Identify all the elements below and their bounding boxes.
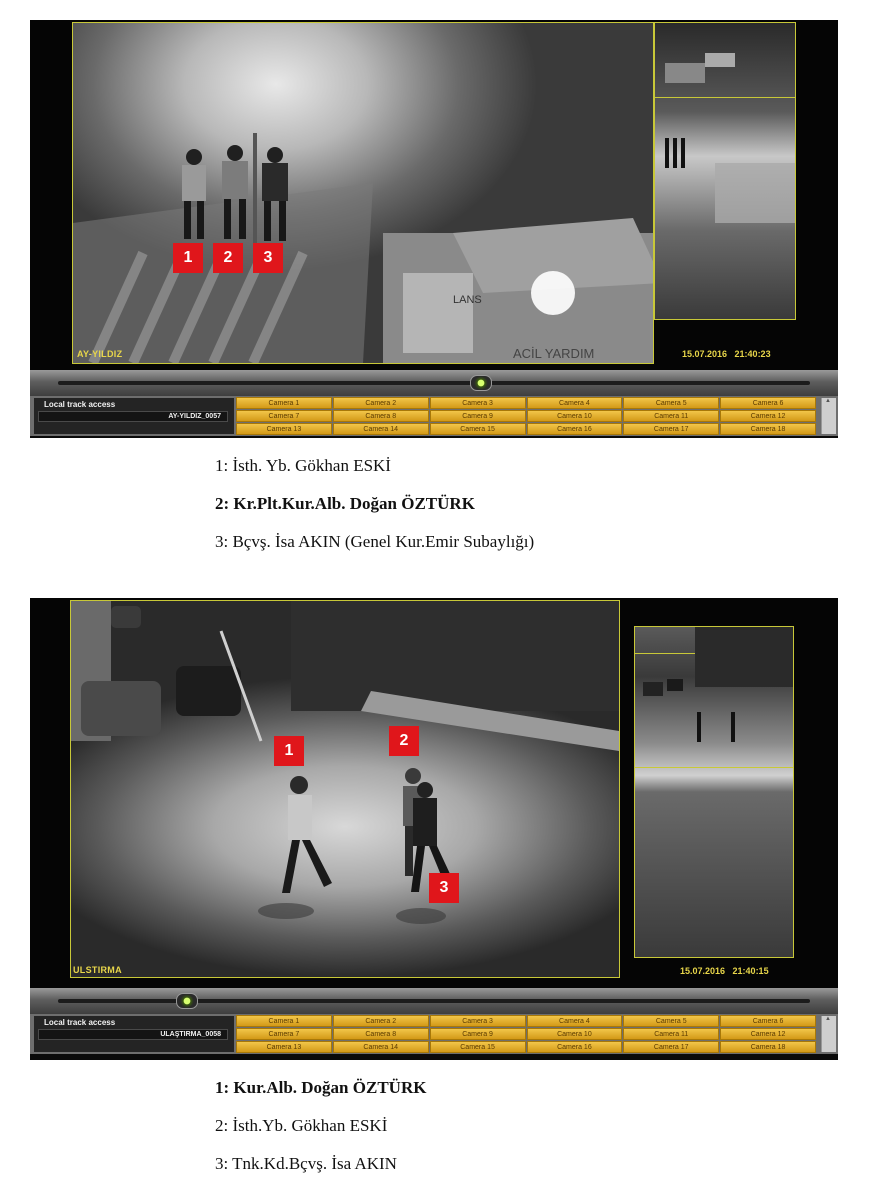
camera-button-6[interactable]: Camera 6	[720, 397, 816, 409]
legend-1	[215, 456, 534, 570]
local-track-access-1	[34, 398, 234, 434]
secondary-camera-feed-2	[634, 626, 794, 958]
camera-button-4[interactable]: Camera 4	[527, 1015, 623, 1027]
timeline-knob[interactable]	[470, 375, 492, 391]
camera-button-4[interactable]: Camera 4	[527, 397, 623, 409]
camera-button-2[interactable]: Camera 2	[333, 1015, 429, 1027]
camera-button-grid-1	[236, 397, 816, 435]
timeline-track	[58, 381, 810, 385]
legend-item-3: 3: Tnk.Kd.Bçvş. İsa AKIN	[215, 1154, 397, 1173]
street-scene-1	[73, 23, 653, 363]
local-track-access-2	[34, 1016, 234, 1052]
camera-button-15[interactable]: Camera 15	[430, 1041, 526, 1053]
camera-button-17[interactable]: Camera 17	[623, 423, 719, 435]
main-camera-feed-1	[72, 22, 654, 364]
camera-button-8[interactable]: Camera 8	[333, 1028, 429, 1040]
camera-button-14[interactable]: Camera 14	[333, 1041, 429, 1053]
camera-button-9[interactable]: Camera 9	[430, 410, 526, 422]
camera-button-16[interactable]: Camera 16	[527, 423, 623, 435]
camera-button-18[interactable]: Camera 18	[720, 423, 816, 435]
camera-button-15[interactable]: Camera 15	[430, 423, 526, 435]
camera-button-17[interactable]: Camera 17	[623, 1041, 719, 1053]
person-marker-2: 2	[213, 243, 243, 273]
camera-button-3[interactable]: Camera 3	[430, 397, 526, 409]
timeline-knob[interactable]	[176, 993, 198, 1009]
camera-button-16[interactable]: Camera 16	[527, 1041, 623, 1053]
legend-2	[215, 1078, 426, 1192]
svg-text:ACİL YARDIM: ACİL YARDIM	[513, 346, 595, 361]
camera-button-12[interactable]: Camera 12	[720, 410, 816, 422]
camera-button-3[interactable]: Camera 3	[430, 1015, 526, 1027]
camera-button-6[interactable]: Camera 6	[720, 1015, 816, 1027]
camera-button-18[interactable]: Camera 18	[720, 1041, 816, 1053]
scrollbar[interactable]	[821, 398, 836, 434]
control-bar-2	[30, 1014, 838, 1054]
legend-item-1: 1: Kur.Alb. Doğan ÖZTÜRK	[215, 1078, 427, 1097]
camera-button-11[interactable]: Camera 11	[623, 1028, 719, 1040]
camera-name-label: AY-YILDIZ	[77, 349, 123, 359]
secondary-camera-feed-1	[654, 22, 796, 320]
camera-button-13[interactable]: Camera 13	[236, 423, 332, 435]
camera-button-12[interactable]: Camera 12	[720, 1028, 816, 1040]
camera-button-9[interactable]: Camera 9	[430, 1028, 526, 1040]
camera-button-5[interactable]: Camera 5	[623, 397, 719, 409]
timeline-slider-2[interactable]	[30, 988, 838, 1014]
person-1	[274, 773, 334, 898]
camera-button-1[interactable]: Camera 1	[236, 397, 332, 409]
timestamp: 15.07.2016 21:40:15	[680, 966, 769, 976]
cctv-panel-1	[30, 20, 838, 438]
camera-button-1[interactable]: Camera 1	[236, 1015, 332, 1027]
legend-item-2: 2: İsth.Yb. Gökhan ESKİ	[215, 1116, 388, 1135]
person-2	[214, 143, 256, 243]
timeline-slider-1[interactable]	[30, 370, 838, 396]
person-marker-2: 2	[389, 726, 419, 756]
camera-button-10[interactable]: Camera 10	[527, 410, 623, 422]
pip-scene-1	[655, 23, 795, 319]
scrollbar[interactable]	[821, 1016, 836, 1052]
camera-button-14[interactable]: Camera 14	[333, 423, 429, 435]
camera-button-5[interactable]: Camera 5	[623, 1015, 719, 1027]
control-bar-1	[30, 396, 838, 436]
camera-view-2	[30, 598, 838, 988]
camera-button-10[interactable]: Camera 10	[527, 1028, 623, 1040]
camera-button-11[interactable]: Camera 11	[623, 410, 719, 422]
person-marker-1: 1	[173, 243, 203, 273]
legend-item-3: 3: Bçvş. İsa AKIN (Genel Kur.Emir Subaylığı)	[215, 532, 535, 551]
camera-button-8[interactable]: Camera 8	[333, 410, 429, 422]
street-scene-2	[71, 601, 619, 977]
camera-button-2[interactable]: Camera 2	[333, 397, 429, 409]
person-1	[174, 147, 214, 242]
legend-item-2: 2: Kr.Plt.Kur.Alb. Doğan ÖZTÜRK	[215, 494, 475, 513]
timestamp: 15.07.2016 21:40:23	[682, 349, 771, 359]
camera-button-7[interactable]: Camera 7	[236, 1028, 332, 1040]
track-name-field[interactable]: AY-YILDIZ_0057	[38, 411, 228, 422]
local-track-access-title: Local track access	[44, 400, 116, 409]
cctv-panel-2	[30, 598, 838, 1060]
legend-item-1: 1: İsth. Yb. Gökhan ESKİ	[215, 456, 391, 475]
pip-scene-2	[635, 627, 793, 957]
camera-name-label: ULSTIRMA	[73, 965, 122, 975]
track-name-field[interactable]: ULAŞTIRMA_0058	[38, 1029, 228, 1040]
camera-button-13[interactable]: Camera 13	[236, 1041, 332, 1053]
camera-button-7[interactable]: Camera 7	[236, 410, 332, 422]
camera-button-grid-2	[236, 1015, 816, 1053]
svg-text:LANS: LANS	[453, 294, 482, 306]
person-marker-1: 1	[274, 736, 304, 766]
person-marker-3: 3	[253, 243, 283, 273]
timeline-track	[58, 999, 810, 1003]
person-marker-3: 3	[429, 873, 459, 903]
local-track-access-title: Local track access	[44, 1018, 116, 1027]
person-3	[255, 145, 295, 243]
camera-view-1	[30, 20, 838, 370]
main-camera-feed-2	[70, 600, 620, 978]
